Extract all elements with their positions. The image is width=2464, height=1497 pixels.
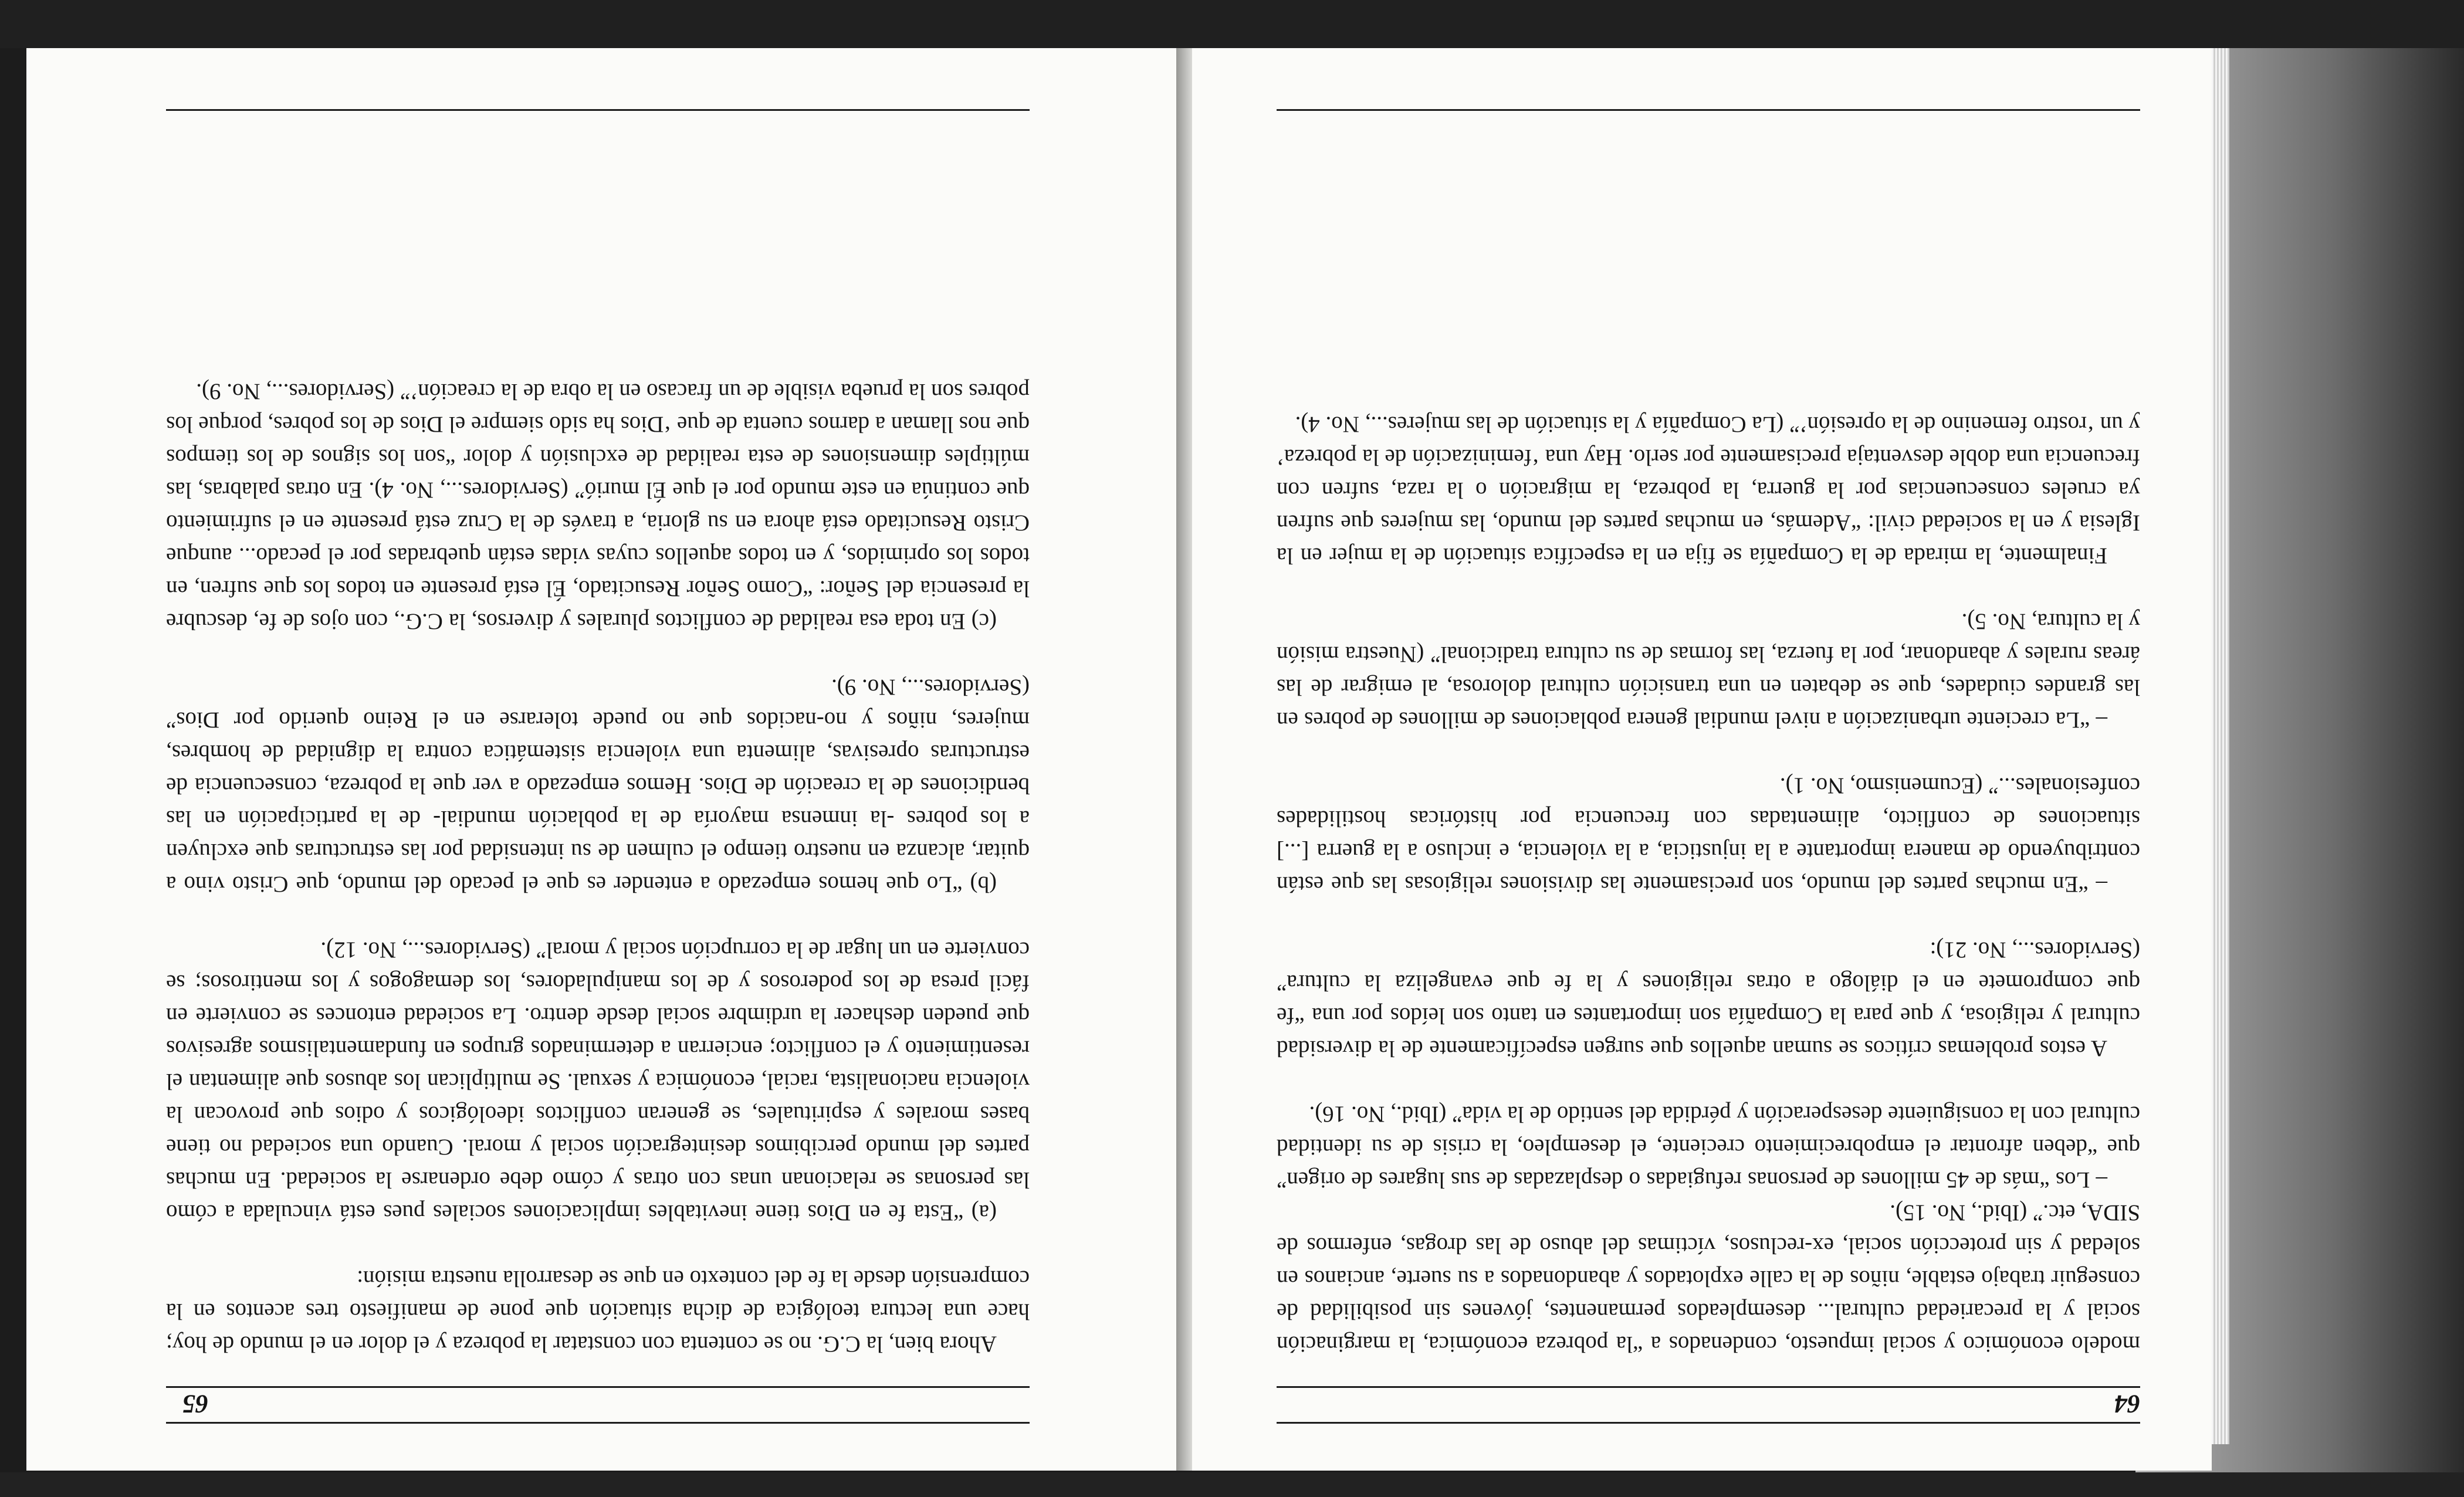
paragraph: – “En muchas partes del mundo, son precisamente las divisiones religiosas las que están contribuyendo de manera importante a la injusticia, a la violencia, e incluso a la guerra [...] situaciones de conflicto, alimentadas con frecuencia por históricas hostilidades confesionales...” (Ecumenismo, No. 1). <box>1277 773 2140 897</box>
page-64-body <box>1277 408 2140 1360</box>
page-number: 64 <box>2114 1390 2140 1418</box>
page-64 <box>1173 33 2212 1471</box>
page-65-body <box>166 375 1030 1360</box>
footer-rule <box>166 109 1030 111</box>
paragraph: – Los “más de 45 millones de personas refugiadas o desplazadas de sus lugares de origen” que “deben afrontar el empobrecimiento creciente, el desempleo, la crisis de su identidad cultural con la consiguiente desesperación y pérdida del sentido de la vida” (Ibid., No. 16). <box>1277 1102 2140 1193</box>
paragraph: (a) “Esta fe en Dios tiene inevitables implicaciones sociales pues está vinculada a cómo las personas se relacionan unas con otras y cómo debe ordenarse la sociedad. En muchas partes del mundo percibimos desintegración social y moral. Cuando una sociedad no tiene bases morales y espirituales, se generan conflictos ideológicos y odios que provocan la violencia nacionalista, racial, económica y sexual. Se multiplican los abusos que alimentan el resentimiento y el conflicto; encierran a determinados grupos en fundamentalismos agresivos que pueden deshacer la urdimbre social desde dentro. La sociedad entonces se convierte en fácil presa de los poderosos y de los manipuladores, los demagogos y los mentirosos; se convierte en un lugar de la corrupción social y moral” (Servidores..., No. 12). <box>166 937 1030 1225</box>
paragraph: Finalmente, la mirada de la Compañía se fija en la específica situación de la mujer en la Iglesia y en la sociedad civil: “Además, en muchas partes del mundo, las mujeres que sufren ya crueles consecuencias por la guerra, la pobreza, la migración o la raza, sufren con frecuencia una doble desventaja precisamente por serlo. Hay una ‘feminización de la pobreza’ y un ‘rostro femenino de la opresión’” (La Compañía y la situación de las mujeres..., No. 4). <box>1277 412 2140 568</box>
page-number: 65 <box>182 1390 208 1418</box>
paragraph: (c) En toda esa realidad de conflictos plurales y diversos, la C.G., con ojos de fe, descubre la presencia del Señor: “Como Señor Resucitado, Él está presente en todos los que sufren, en todos los oprimidos, y en todos aquellos cuyas vidas están quebradas por el pecado... aunque Cristo Resucitado está ahora en su gloria, a través de la Cruz está presente en el sufrimiento que continúa en este mundo por el que Él murió” (Servidores..., No. 4). En otras palabras, las múltiples dimensiones de esta realidad de exclusión y dolor “son los signos de los tiempos que nos llaman a darnos cuenta de que ‘Dios ha sido siempre el Dios de los pobres, porque los pobres son la prueba visible de un fracaso en la obra de la creación’” (Servidores..., No. 9). <box>166 379 1030 634</box>
paragraph: A estos problemas críticos se suman aquellos que surgen específicamente de la diversidad cultural y religiosa, y que para la Compañía son importantes en tanto son leídos por una “fe que compromete en el diálogo a otras religiones y la fe que evangeliza la cultura” (Servidores..., No. 21): <box>1277 937 2140 1061</box>
paragraph: Ahora bien, la C.G. no se contenta con constatar la pobreza y el dolor en el mundo de hoy; hace una lectura teológica de dicha situación que pone de manifiesto tres acentos en la comprensión desde la fe del contexto en que se desarrolla nuestra misión: <box>166 1266 1030 1357</box>
page-65 <box>26 33 1176 1471</box>
footer-rule <box>1277 109 2140 111</box>
header-rule-top <box>166 1422 1030 1424</box>
header-rule-bottom <box>166 1386 1030 1388</box>
scan-border-bottom <box>0 0 2464 48</box>
header-rule-bottom <box>1277 1386 2140 1388</box>
scan-border-top <box>0 1472 2464 1497</box>
header-rule-top <box>1277 1422 2140 1424</box>
paragraph: (b) “Lo que hemos empezado a entender es que el pecado del mundo, que Cristo vino a quitar, alcanza en nuestro tiempo el culmen de su intensidad por las estructuras que excluyen a los pobres -la inmensa mayoría de la población mundial- de la participación en las bendiciones de la creación de Dios. Hemos empezado a ver que la pobreza, consecuencia de estructuras opresivas, alimenta una violencia sistemática contra la dignidad de hombres, mujeres, niños y no-nacidos que no puede tolerarse en el Reino querido por Dios” (Servidores..., No. 9). <box>166 675 1030 897</box>
paragraph: modelo económico y social impuesto, condenados a “la pobreza económica, la marginación social y la precariedad cultural... desempleados permanentes, jóvenes sin posibilidad de conseguir trabajo estable, niños de la calle explotados y abandonados a su suerte, ancianos en soledad y sin protección social, ex-reclusos, víctimas del abuso de las drogas, enfermos de SIDA, etc.” (Ibid., No. 15). <box>1277 1200 2140 1357</box>
paragraph: – “La creciente urbanización a nivel mundial genera poblaciones de millones de pobres en las grandes ciudades, que se debaten en una transición cultural dolorosa, al emigrar de las áreas rurales y abandonar, por la fuerza, las formas de su cultura tradicional” (Nuestra misión y la cultura, No. 5). <box>1277 609 2140 733</box>
